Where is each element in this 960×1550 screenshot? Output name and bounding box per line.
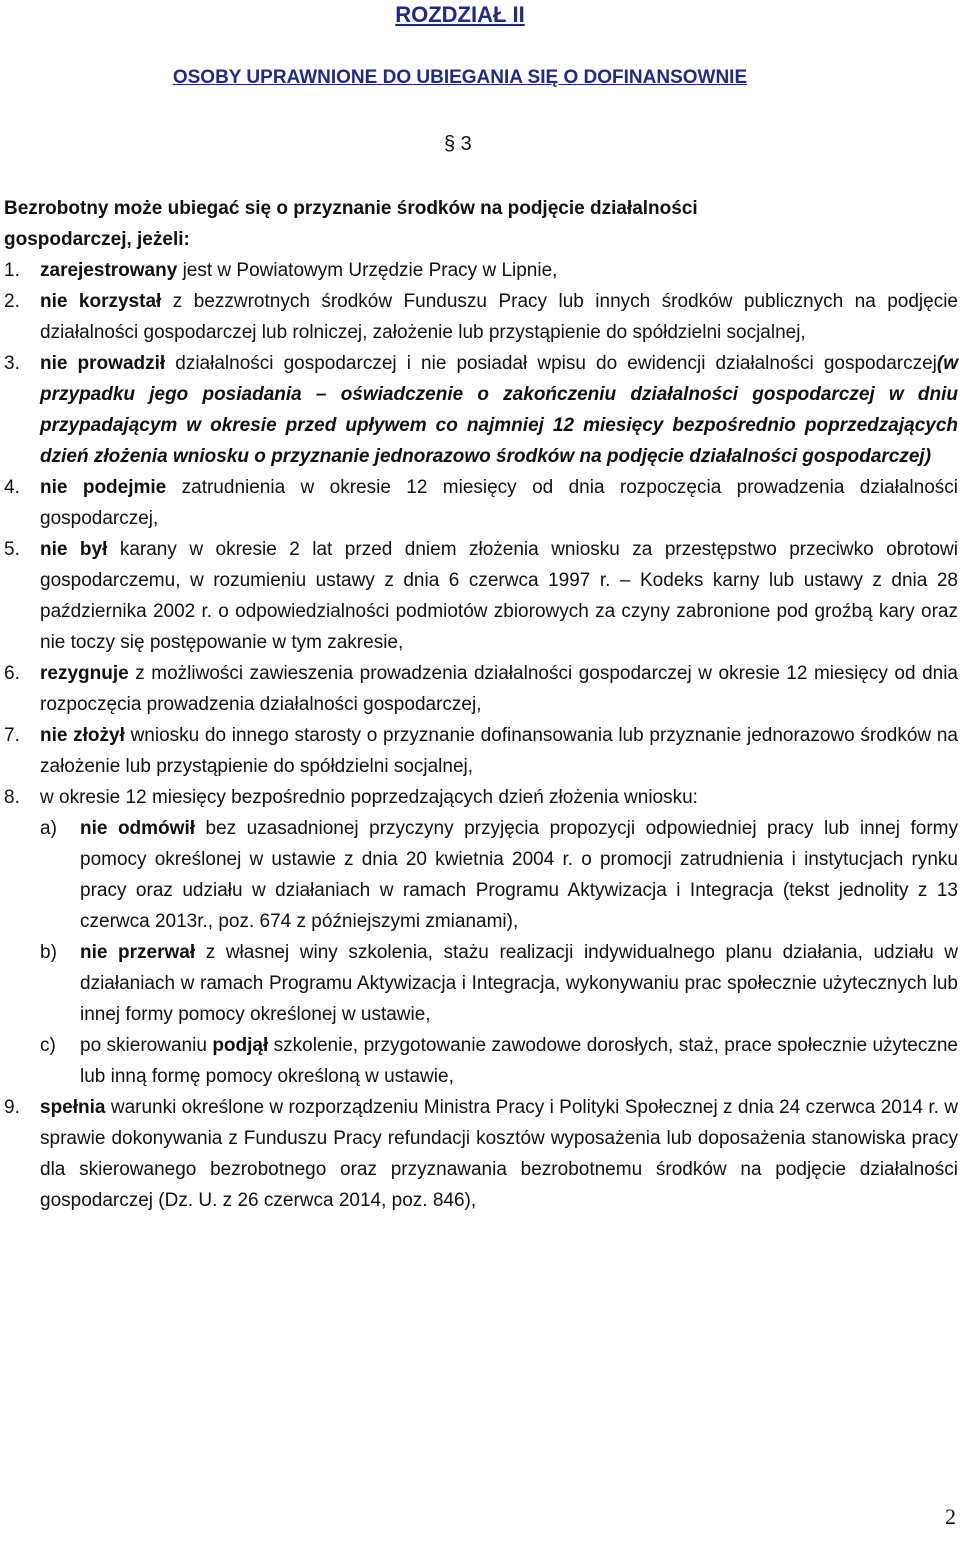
list-item bbox=[4, 348, 958, 472]
item-keyword: nie prowadził bbox=[40, 353, 166, 374]
sub-prefix: po skierowaniu bbox=[80, 1035, 213, 1056]
page-number: 2 bbox=[945, 1504, 956, 1529]
list-item bbox=[4, 534, 958, 658]
list-item bbox=[4, 1092, 958, 1216]
item-keyword: zarejestrowany bbox=[40, 260, 178, 281]
item-text: w okresie 12 miesięcy bezpośrednio poprzedzających dzień złożenia wniosku: bbox=[40, 787, 698, 808]
sub-keyword: nie odmówił bbox=[80, 818, 196, 839]
sub-letter: b) bbox=[40, 942, 57, 963]
intro-text: Bezrobotny może ubiegać się o przyznanie środków na podjęcie działalności gospodarczej, jeżeli: bbox=[4, 198, 698, 250]
sub-text: z własnej winy szkolenia, stażu realizacji indywidualnego planu działania, udziału w działaniach w ramach Programu Aktywizacja i Integracja, wykonywaniu prac społecznie użytecznych lub innej formy pomocy określonej w ustawie, bbox=[80, 942, 958, 1025]
sub-keyword: podjął bbox=[212, 1035, 269, 1056]
sub-letter: a) bbox=[40, 818, 57, 839]
item-number: 8. bbox=[4, 787, 20, 808]
item-keyword: nie był bbox=[40, 539, 108, 560]
item-number: 6. bbox=[4, 663, 20, 684]
item-keyword: nie złożył bbox=[40, 725, 125, 746]
item-number: 1. bbox=[4, 260, 20, 281]
item-text: karany w okresie 2 lat przed dniem złożenia wniosku za przestępstwo przeciwko obrotowi gospodarczemu, w rozumieniu ustawy z dnia 6 czerwca 1997 r. – Kodeks karny lub ustawy z dnia 28 października 2002 r. o odpowiedzialności podmiotów zbiorowych za czyny zabronione pod groźbą kary oraz nie toczy się postępowanie w tym zakresie, bbox=[40, 539, 958, 653]
item-number: 9. bbox=[4, 1097, 20, 1118]
sub-keyword: nie przerwał bbox=[80, 942, 196, 963]
item-number: 2. bbox=[4, 291, 20, 312]
item-text: z bezzwrotnych środków Funduszu Pracy lub innych środków publicznych na podjęcie działalności gospodarczej lub rolniczej, założenie lub przystąpienie do spółdzielni socjalnej, bbox=[40, 291, 959, 343]
sub-letter: c) bbox=[40, 1035, 56, 1056]
item-text: zatrudnienia w okresie 12 miesięcy od dnia rozpoczęcia prowadzenia działalności gospodarczej, bbox=[40, 477, 958, 529]
list-item bbox=[4, 720, 958, 782]
item-italic-note: (w przypadku jego posiadania – oświadczenie o zakończeniu działalności gospodarczej w dniu przypadającym w okresie przed upływem co najmniej 12 miesięcy bezpośrednio poprzedzających dzień złożenia wniosku o przyznanie jednorazowo środków na podjęcie działalności gospodarczej) bbox=[40, 353, 958, 467]
sub-list-item bbox=[40, 813, 958, 937]
item-number: 7. bbox=[4, 725, 20, 746]
item-text: jest w Powiatowym Urzędzie Pracy w Lipnie, bbox=[177, 260, 558, 281]
chapter-heading: ROZDZIAŁ II bbox=[395, 2, 525, 27]
item-text: z możliwości zawieszenia prowadzenia działalności gospodarczej w okresie 12 miesięcy od dnia rozpoczęcia prowadzenia działalności gospodarczej, bbox=[40, 663, 958, 715]
list-item bbox=[4, 472, 958, 534]
list-item bbox=[4, 286, 958, 348]
item-text: warunki określone w rozporządzeniu Ministra Pracy i Polityki Społecznej z dnia 24 czerwca 2014 r. w sprawie dokonywania z Funduszu Pracy refundacji kosztów wyposażenia lub doposażenia stanowiska pracy dla skierowanego bezrobotnego oraz przyznawania bezrobotnemu środków na podjęcie działalności gospodarczej (Dz. U. z 26 czerwca 2014, poz. 846), bbox=[40, 1097, 958, 1211]
item-text: wniosku do innego starosty o przyznanie dofinansowania lub przyznanie jednorazowo środków na założenie lub przystąpienie do spółdzielni socjalnej, bbox=[40, 725, 958, 777]
section-title: OSOBY UPRAWNIONE DO UBIEGANIA SIĘ O DOFINANSOWNIE bbox=[172, 67, 748, 88]
paragraph-sign: § 3 bbox=[444, 133, 472, 155]
item-keyword: spełnia bbox=[40, 1097, 106, 1118]
item-keyword: nie korzystał bbox=[40, 291, 162, 312]
sub-text: szkolenie, przygotowanie zawodowe dorosłych, staż, prace społecznie użyteczne lub inną formę pomocy określoną w ustawie, bbox=[80, 1035, 958, 1087]
item-number: 5. bbox=[4, 539, 20, 560]
sub-list-item bbox=[40, 1030, 958, 1092]
item-keyword: rezygnuje bbox=[40, 663, 129, 684]
conditions-list bbox=[4, 255, 958, 1216]
list-item bbox=[4, 658, 958, 720]
item-number: 4. bbox=[4, 477, 20, 498]
list-item bbox=[4, 255, 958, 286]
sub-list-item bbox=[40, 937, 958, 1030]
item-keyword: nie podejmie bbox=[40, 477, 167, 498]
sub-text: bez uzasadnionej przyczyny przyjęcia propozycji odpowiedniej pracy lub innej formy pomocy określonej w ustawie z dnia 20 kwietnia 2004 r. o promocji zatrudnienia i instytucjach rynku pracy oraz udziału w działaniach w ramach Programu Aktywizacja i Integracja (tekst jednolity z 13 czerwca 2013r., poz. 674 z późniejszymi zmianami), bbox=[80, 818, 959, 932]
item-text: działalności gospodarczej i nie posiadał wpisu do ewidencji działalności gospodarczej bbox=[165, 353, 937, 374]
item-number: 3. bbox=[4, 353, 20, 374]
list-item bbox=[4, 782, 958, 1092]
